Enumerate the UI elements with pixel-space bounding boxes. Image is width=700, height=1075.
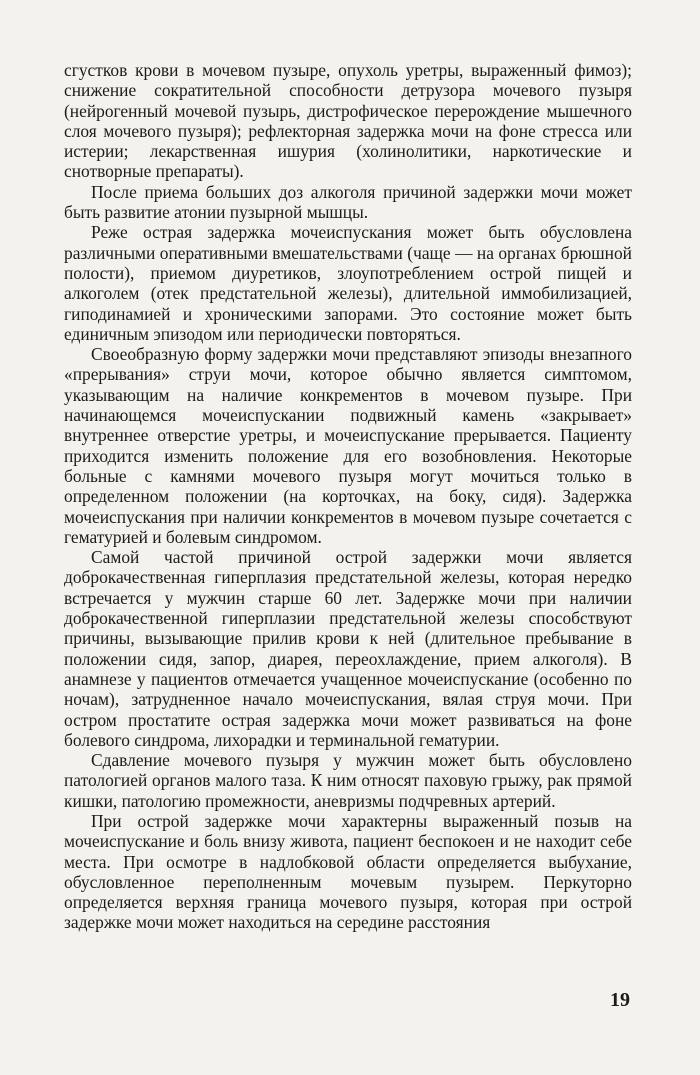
- body-text: [64, 60, 632, 933]
- paragraph: Реже острая задержка мочеиспускания может быть обусловлена различными оперативными вмешательствами (чаще — на органах брюшной полости), приемом диуретиков, злоупотреблением острой пищей и алкоголем (отек предстательной железы), длительной иммобилизацией, гиподинамией и хроническими запорами. Это состояние может быть единичным эпизодом или периодически повторяться.: [64, 222, 632, 344]
- paragraph: Сдавление мочевого пузыря у мужчин может быть обусловлено патологией органов малого таза. К ним относят паховую грыжу, рак прямой кишки, патологию промежности, аневризмы подчревных артерий.: [64, 750, 632, 811]
- paragraph: Своеобразную форму задержки мочи представляют эпизоды внезапного «прерывания» струи мочи, которое обычно является симптомом, указывающим на наличие конкрементов в мочевом пузыре. При начинающемся мочеиспускании подвижный камень «закрывает» внутреннее отверстие уретры, и мочеиспускание прерывается. Пациенту приходится изменить положение для его возобновления. Некоторые больные с камнями мочевого пузыря могут мочиться только в определенном положении (на корточках, на боку, сидя). Задержка мочеиспускания при наличии конкрементов в мочевом пузыре сочетается с гематурией и болевым синдромом.: [64, 344, 632, 547]
- page-number: 19: [610, 989, 630, 1011]
- paragraph: Самой частой причиной острой задержки мочи является доброкачественная гиперплазия предстательной железы, которая нередко встречается у мужчин старше 60 лет. Задержке мочи при наличии доброкачественной гиперплазии предстательной железы способствуют причины, вызывающие прилив крови к ней (длительное пребывание в положении сидя, запор, диарея, переохлаждение, прием алкоголя). В анамнезе у пациентов отмечается учащенное мочеиспускание (особенно по ночам), затрудненное начало мочеиспускания, вялая струя мочи. При остром простатите острая задержка мочи может развиваться на фоне болевого синдрома, лихорадки и терминальной гематурии.: [64, 547, 632, 750]
- paragraph: При острой задержке мочи характерны выраженный позыв на мочеиспускание и боль внизу живота, пациент беспокоен и не находит себе места. При осмотре в надлобковой области определяется выбухание, обусловленное переполненным мочевым пузырем. Перкуторно определяется верхняя граница мочевого пузыря, которая при острой задержке мочи может находиться на середине расстояния: [64, 810, 632, 933]
- paragraph-continued: сгустков крови в мочевом пузыре, опухоль уретры, выраженный фимоз); снижение сократительной способности детрузора мочевого пузыря (нейрогенный мочевой пузырь, дистрофическое перерождение мышечного слоя мочевого пузыря); рефлекторная задержка мочи на фоне стресса или истерии; лекарственная ишурия (холинолитики, наркотические и снотворные препараты).: [64, 60, 632, 182]
- paragraph: После приема больших доз алкоголя причиной задержки мочи может быть развитие атонии пузырной мышцы.: [64, 181, 632, 223]
